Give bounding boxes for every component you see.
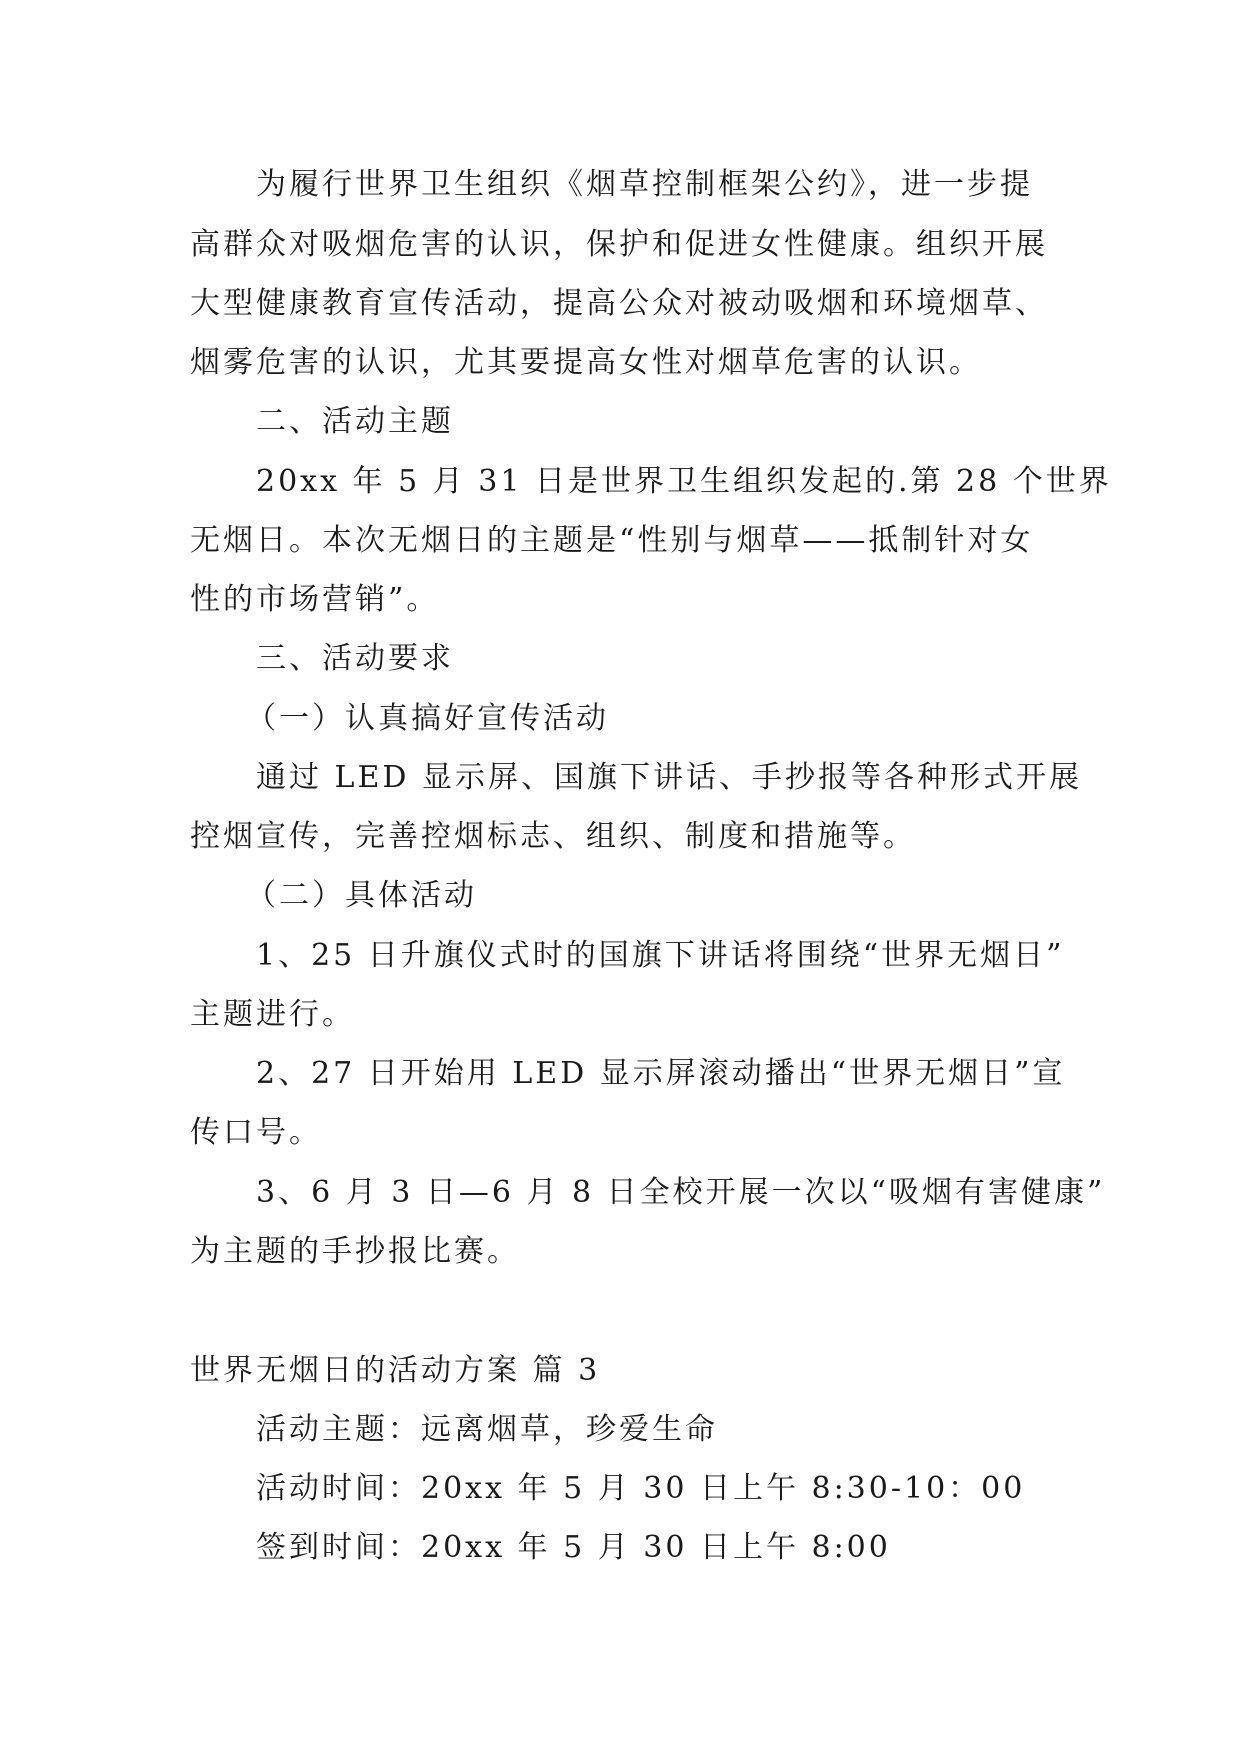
paragraph-line: 性的市场营销”。 <box>190 582 440 617</box>
paragraph-line: 大型健康教育宣传活动，提高公众对被动吸烟和环境烟草、 <box>190 286 1048 321</box>
paragraph-line: 活动主题：远离烟草，珍爱生命 <box>256 1412 718 1447</box>
paragraph-line: 为履行世界卫生组织《烟草控制框架公约》，进一步提 <box>256 167 1033 202</box>
list-item-line: 3、6 月 3 日—6 月 8 日全校开展一次以“吸烟有害健康” <box>256 1175 1106 1210</box>
list-item-line: 2、27 日开始用 LED 显示屏滚动播出“世界无烟日”宣 <box>256 1056 1066 1091</box>
paragraph-line: 烟雾危害的认识，尤其要提高女性对烟草危害的认识。 <box>190 345 982 380</box>
subsection-heading: （二）具体活动 <box>246 878 477 913</box>
paragraph-line: 高群众对吸烟危害的认识，保护和促进女性健康。组织开展 <box>190 227 1048 262</box>
paragraph-line: 控烟宣传，完善控烟标志、组织、制度和措施等。 <box>190 819 916 854</box>
list-item-line: 传口号。 <box>190 1115 322 1150</box>
paragraph-line: 无烟日。本次无烟日的主题是“性别与烟草——抵制针对女 <box>190 523 1034 558</box>
paragraph-line: 活动时间：20xx 年 5 月 30 日上午 8:30-10：00 <box>256 1471 1026 1506</box>
section-heading: 三、活动要求 <box>256 641 454 676</box>
paragraph-line: 20xx 年 5 月 31 日是世界卫生组织发起的.第 28 个世界 <box>256 464 1112 499</box>
subsection-heading: （一）认真搞好宣传活动 <box>246 701 609 736</box>
list-item-line: 为主题的手抄报比赛。 <box>190 1234 520 1269</box>
list-item-line: 1、25 日升旗仪式时的国旗下讲话将围绕“世界无烟日” <box>256 938 1065 973</box>
list-item-line: 主题进行。 <box>190 997 355 1032</box>
paragraph-line: 通过 LED 显示屏、国旗下讲话、手抄报等各种形式开展 <box>256 760 1082 795</box>
paragraph-line: 签到时间：20xx 年 5 月 30 日上午 8:00 <box>256 1530 891 1565</box>
section-heading: 二、活动主题 <box>256 404 454 439</box>
article-title: 世界无烟日的活动方案 篇 3 <box>190 1353 601 1388</box>
